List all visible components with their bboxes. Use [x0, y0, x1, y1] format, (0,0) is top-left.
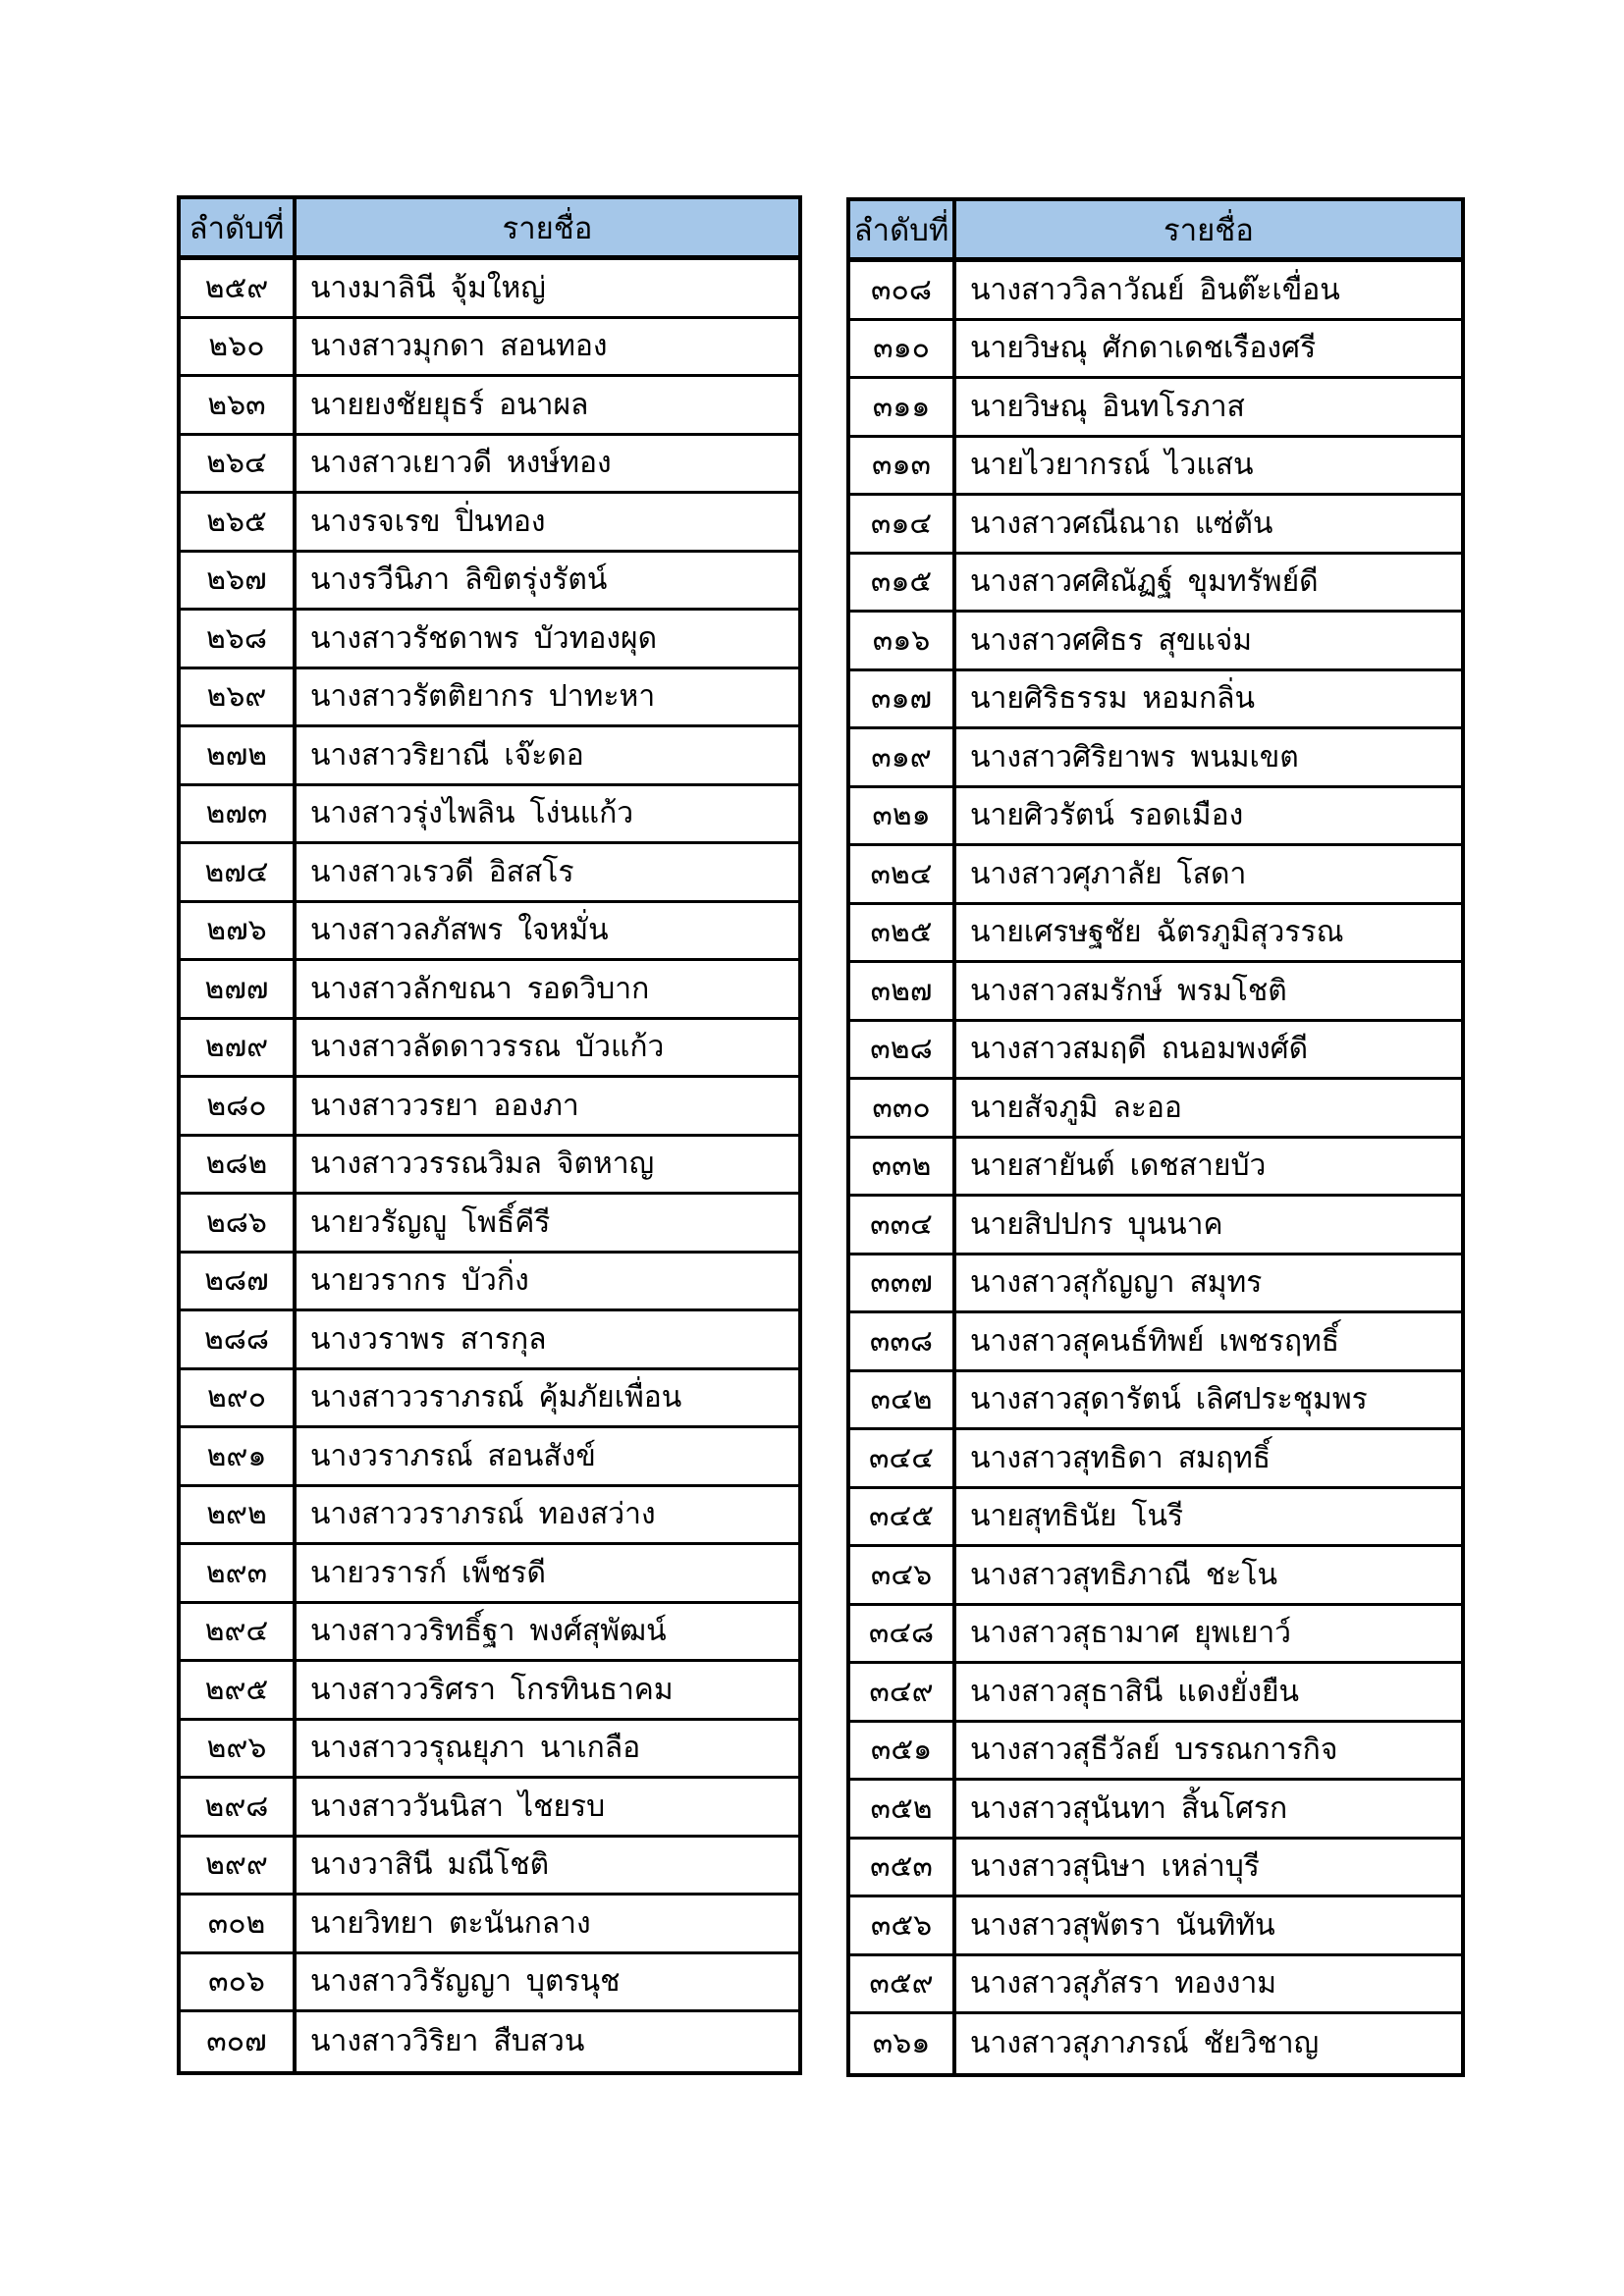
row-order-number: ๒๖๐	[181, 319, 297, 375]
row-order-number: ๒๖๓	[181, 377, 297, 433]
table-row	[181, 1311, 798, 1370]
table-row	[181, 1020, 798, 1079]
row-order-number: ๓๔๒	[850, 1372, 956, 1428]
row-person-name: นางสาวสุภัสรา ทองงาม	[970, 1967, 1277, 2001]
table-row	[181, 844, 798, 903]
table-row	[181, 1662, 798, 1721]
row-person-name: นางสาวเรวดี อิสสโร	[310, 855, 574, 888]
row-order-number: ๓๓๗	[850, 1255, 956, 1311]
table-row	[850, 846, 1461, 905]
row-order-number: ๓๐๖	[181, 1954, 297, 2010]
row-person-name: นางสาวศศิธร สุขแจ่ม	[970, 623, 1253, 657]
row-person-name: นางมาลินี จุ้มใหญ่	[310, 271, 546, 304]
row-order-number: ๒๙๕	[181, 1662, 297, 1718]
table-row	[181, 1896, 798, 1954]
row-order-number: ๒๗๒	[181, 727, 297, 783]
table-row	[850, 1197, 1461, 1255]
row-person-name: นายวิษณุ ศักดาเดชเรืองศรี	[970, 332, 1317, 365]
row-person-name: นายสิปปกร บุนนาค	[970, 1207, 1223, 1241]
table-row	[850, 555, 1461, 614]
names-table-left	[177, 195, 802, 2075]
table-row	[181, 1078, 798, 1137]
table-row	[850, 1313, 1461, 1372]
row-order-number: ๓๔๘	[850, 1606, 956, 1662]
table-row	[850, 1664, 1461, 1723]
row-order-number: ๓๐๘	[850, 262, 956, 318]
row-order-number: ๒๗๙	[181, 1020, 297, 1076]
row-order-number: ๒๕๙	[181, 260, 297, 316]
row-person-name: นางรวีนิภา ลิขิตรุ่งรัตน์	[310, 563, 608, 597]
row-order-number: ๓๕๒	[850, 1781, 956, 1837]
row-person-name: นางสาวสุภาภรณ์ ชัยวิชาญ	[970, 2027, 1320, 2060]
table-row	[850, 1139, 1461, 1198]
table-row	[850, 905, 1461, 964]
row-order-number: ๒๙๖	[181, 1721, 297, 1777]
row-order-number: ๒๗๗	[181, 961, 297, 1017]
row-person-name: นางสาววรรณวิมล จิตหาญ	[310, 1148, 655, 1181]
row-person-name: นางวาสินี มณีโชติ	[310, 1848, 550, 1882]
row-person-name: นายยงชัยยุธร์ อนาผล	[310, 388, 589, 421]
table-row	[850, 671, 1461, 730]
row-person-name: นางสาววิรัญญา บุตรนุช	[310, 1965, 621, 1999]
row-order-number: ๓๓๐	[850, 1080, 956, 1136]
row-order-number: ๓๕๓	[850, 1840, 956, 1896]
table-row	[181, 1195, 798, 1254]
row-order-number: ๒๖๕	[181, 494, 297, 550]
row-person-name: นางวราภรณ์ สอนสังข์	[310, 1439, 596, 1472]
row-order-number: ๒๗๖	[181, 903, 297, 959]
table-row	[850, 613, 1461, 671]
row-order-number: ๓๑๙	[850, 729, 956, 785]
row-order-number: ๓๒๗	[850, 963, 956, 1019]
row-person-name: นางสาววรยา อองภา	[310, 1089, 579, 1122]
table-row	[850, 1606, 1461, 1665]
row-person-name: นางสาววราภรณ์ ทองสว่าง	[310, 1498, 656, 1531]
table-row	[850, 1781, 1461, 1840]
row-person-name: นางสาววริทธิ์ฐา พงศ์สุพัฒน์	[310, 1615, 667, 1648]
row-order-number: ๒๗๓	[181, 786, 297, 842]
table-row	[850, 262, 1461, 321]
table-row	[181, 1370, 798, 1429]
names-table-right	[846, 197, 1465, 2077]
row-order-number: ๓๕๑	[850, 1723, 956, 1779]
row-person-name: นางสาวรุ่งไพลิน โง่นแก้ว	[310, 797, 634, 830]
table-row	[850, 1897, 1461, 1956]
row-order-number: ๓๓๒	[850, 1139, 956, 1195]
table-row	[850, 2014, 1461, 2073]
row-person-name: นางสาวสุดารัตน์ เลิศประชุมพร	[970, 1383, 1368, 1416]
row-order-number: ๓๔๔	[850, 1430, 956, 1486]
row-person-name: นางสาวสมรักษ์ พรมโชติ	[970, 974, 1287, 1007]
table-row	[181, 1838, 798, 1896]
table-row	[181, 260, 798, 319]
row-person-name: นางสาวศณีณาถ แซ่ตัน	[970, 507, 1273, 540]
table-row	[850, 729, 1461, 788]
row-order-number: ๓๓๔	[850, 1197, 956, 1253]
row-order-number: ๒๙๘	[181, 1779, 297, 1835]
row-order-number: ๒๘๐	[181, 1078, 297, 1134]
row-order-number: ๒๘๖	[181, 1195, 297, 1251]
row-order-number: ๓๒๑	[850, 788, 956, 844]
table-header-row	[181, 199, 798, 260]
row-person-name: นางสาวรัตติยากร ปาทะหา	[310, 680, 656, 714]
row-order-number: ๒๘๒	[181, 1137, 297, 1193]
row-person-name: นางสาวสุทธิดา สมฤทธิ์	[970, 1441, 1272, 1474]
table-body	[850, 262, 1461, 2073]
row-person-name: นางสาวสุธีวัลย์ บรรณการกิจ	[970, 1734, 1338, 1767]
row-person-name: นางสาวลภัสพร ใจหมั่น	[310, 914, 609, 947]
row-person-name: นางสาววิลาวัณย์ อินต๊ะเขื่อน	[970, 273, 1340, 306]
row-person-name: นางสาววริศรา โกรทินธาคม	[310, 1673, 674, 1706]
row-order-number: ๓๔๕	[850, 1489, 956, 1545]
row-order-number: ๓๒๘	[850, 1022, 956, 1078]
row-person-name: นายวิทยา ตะนันกลาง	[310, 1906, 591, 1940]
row-person-name: นางสาวสุนันทา สิ้นโศรก	[970, 1791, 1288, 1825]
table-row	[181, 1428, 798, 1487]
header-name-list: รายชื่อ	[502, 210, 593, 245]
table-row	[181, 1604, 798, 1663]
row-order-number: ๒๙๒	[181, 1487, 297, 1543]
row-order-number: ๓๑๕	[850, 555, 956, 611]
row-person-name: นางสาวสุนิษา เหล่าบุรี	[970, 1850, 1260, 1884]
table-row	[850, 379, 1461, 438]
table-row	[850, 1372, 1461, 1431]
row-order-number: ๓๓๘	[850, 1313, 956, 1369]
row-person-name: นางสาวสุธามาศ ยุพเยาว์	[970, 1617, 1292, 1650]
row-person-name: นางรจเรข ปิ่นทอง	[310, 505, 546, 538]
row-person-name: นายไวยากรณ์ ไวแสน	[970, 449, 1254, 482]
table-row	[181, 669, 798, 728]
table-row	[181, 961, 798, 1020]
row-order-number: ๒๙๐	[181, 1370, 297, 1426]
table-row	[850, 788, 1461, 847]
row-order-number: ๒๖๗	[181, 553, 297, 609]
table-body	[181, 260, 798, 2071]
row-person-name: นางสาวริยาณี เจ๊ะดอ	[310, 738, 584, 772]
header-name-list: รายชื่อ	[1164, 212, 1254, 247]
table-row	[181, 2012, 798, 2071]
table-row	[850, 1080, 1461, 1139]
row-person-name: นางสาวสุทธิภาณี ชะโน	[970, 1558, 1277, 1591]
row-person-name: นางสาวศิริยาพร พนมเขต	[970, 740, 1299, 774]
table-row	[181, 1254, 798, 1312]
header-order-number: ลำดับที่	[850, 201, 956, 257]
row-person-name: นายเศรษฐชัย ฉัตรภูมิสุวรรณ	[970, 916, 1344, 949]
row-order-number: ๒๙๔	[181, 1604, 297, 1660]
table-row	[181, 1954, 798, 2013]
table-row	[181, 553, 798, 612]
table-row	[181, 611, 798, 669]
table-row	[850, 1723, 1461, 1782]
row-order-number: ๒๖๙	[181, 669, 297, 725]
row-order-number: ๓๑๗	[850, 671, 956, 727]
row-order-number: ๓๔๙	[850, 1664, 956, 1720]
row-person-name: นางวราพร สารกุล	[310, 1322, 547, 1356]
row-order-number: ๓๖๑	[850, 2014, 956, 2073]
row-person-name: นางสาวสุธาสินี แดงยั่งยืน	[970, 1675, 1300, 1708]
table-row	[181, 436, 798, 495]
row-order-number: ๓๕๙	[850, 1956, 956, 2012]
row-person-name: นายสัจภูมิ ละออ	[970, 1091, 1182, 1124]
row-order-number: ๓๒๔	[850, 846, 956, 902]
table-row	[850, 1489, 1461, 1548]
row-order-number: ๓๑๓	[850, 438, 956, 494]
row-person-name: นางสาวสุคนธ์ทิพย์ เพชรฤทธิ์	[970, 1324, 1340, 1358]
row-order-number: ๒๗๔	[181, 844, 297, 900]
row-person-name: นายศิริธรรม หอมกลิ่น	[970, 682, 1256, 716]
row-person-name: นายสายันต์ เดชสายบัว	[970, 1149, 1267, 1183]
row-person-name: นางสาวลักขณา รอดวิบาก	[310, 972, 650, 1005]
row-order-number: ๓๑๑	[850, 379, 956, 435]
row-order-number: ๓๒๕	[850, 905, 956, 961]
table-row	[181, 727, 798, 786]
table-row	[181, 377, 798, 436]
row-person-name: นางสาวลัดดาวรรณ บัวแก้ว	[310, 1031, 665, 1064]
table-row	[181, 1545, 798, 1604]
row-person-name: นางสาววันนิสา ไชยรบ	[310, 1789, 606, 1823]
table-row	[850, 438, 1461, 497]
row-order-number: ๓๑๔	[850, 496, 956, 552]
row-order-number: ๓๕๖	[850, 1897, 956, 1953]
row-person-name: นางสาววรุณยุภา นาเกลือ	[310, 1732, 641, 1765]
row-order-number: ๓๔๖	[850, 1547, 956, 1603]
row-person-name: นางสาววราภรณ์ คุ้มภัยเพื่อน	[310, 1381, 682, 1415]
table-header-row	[850, 201, 1461, 262]
row-order-number: ๒๘๘	[181, 1311, 297, 1367]
table-row	[850, 321, 1461, 380]
row-order-number: ๒๘๗	[181, 1254, 297, 1309]
row-person-name: นางสาวเยาวดี หงษ์ทอง	[310, 447, 612, 480]
table-row	[181, 786, 798, 845]
row-person-name: นางสาววิริยา สืบสวน	[310, 2025, 585, 2058]
table-row	[181, 1137, 798, 1196]
row-order-number: ๒๙๙	[181, 1838, 297, 1894]
row-person-name: นางสาวมุกดา สอนทอง	[310, 330, 608, 363]
header-order-number: ลำดับที่	[181, 199, 297, 255]
table-row	[850, 1022, 1461, 1081]
table-row	[181, 1779, 798, 1838]
row-order-number: ๒๙๑	[181, 1428, 297, 1484]
row-person-name: นางสาวรัชดาพร บัวทองผุด	[310, 621, 658, 655]
table-row	[181, 319, 798, 378]
row-person-name: นายศิวรัตน์ รอดเมือง	[970, 799, 1244, 832]
row-person-name: นายวรัญญู โพธิ์คีรี	[310, 1205, 551, 1239]
row-order-number: ๓๐๗	[181, 2012, 297, 2071]
row-person-name: นายสุทธินัย โนรี	[970, 1500, 1184, 1533]
row-person-name: นายวรารก์ เพ็ชรดี	[310, 1556, 546, 1589]
table-row	[181, 494, 798, 553]
table-row	[850, 496, 1461, 555]
row-person-name: นางสาวสมฤดี ถนอมพงศ์ดี	[970, 1033, 1309, 1066]
row-order-number: ๒๖๘	[181, 611, 297, 667]
table-row	[181, 1487, 798, 1546]
row-person-name: นางสาวศุภาลัย โสดา	[970, 857, 1247, 890]
row-order-number: ๓๑๖	[850, 613, 956, 668]
row-order-number: ๓๑๐	[850, 321, 956, 377]
table-row	[850, 1547, 1461, 1606]
table-row	[181, 1721, 798, 1780]
table-row	[850, 1956, 1461, 2015]
table-row	[850, 963, 1461, 1022]
row-person-name: นางสาวสุพัตรา นันทิทัน	[970, 1908, 1275, 1942]
table-row	[181, 903, 798, 962]
row-order-number: ๒๖๔	[181, 436, 297, 492]
table-row	[850, 1255, 1461, 1314]
row-person-name: นายวิษณุ อินทโรภาส	[970, 390, 1245, 423]
row-order-number: ๓๐๒	[181, 1896, 297, 1951]
row-order-number: ๒๙๓	[181, 1545, 297, 1601]
row-person-name: นางสาวศศิณัฏฐ์ ขุมทรัพย์ดี	[970, 565, 1319, 599]
table-row	[850, 1430, 1461, 1489]
row-person-name: นางสาวสุกัญญา สมุทร	[970, 1266, 1263, 1300]
table-row	[850, 1840, 1461, 1898]
row-person-name: นายวรากร บัวกิ่ง	[310, 1264, 529, 1298]
